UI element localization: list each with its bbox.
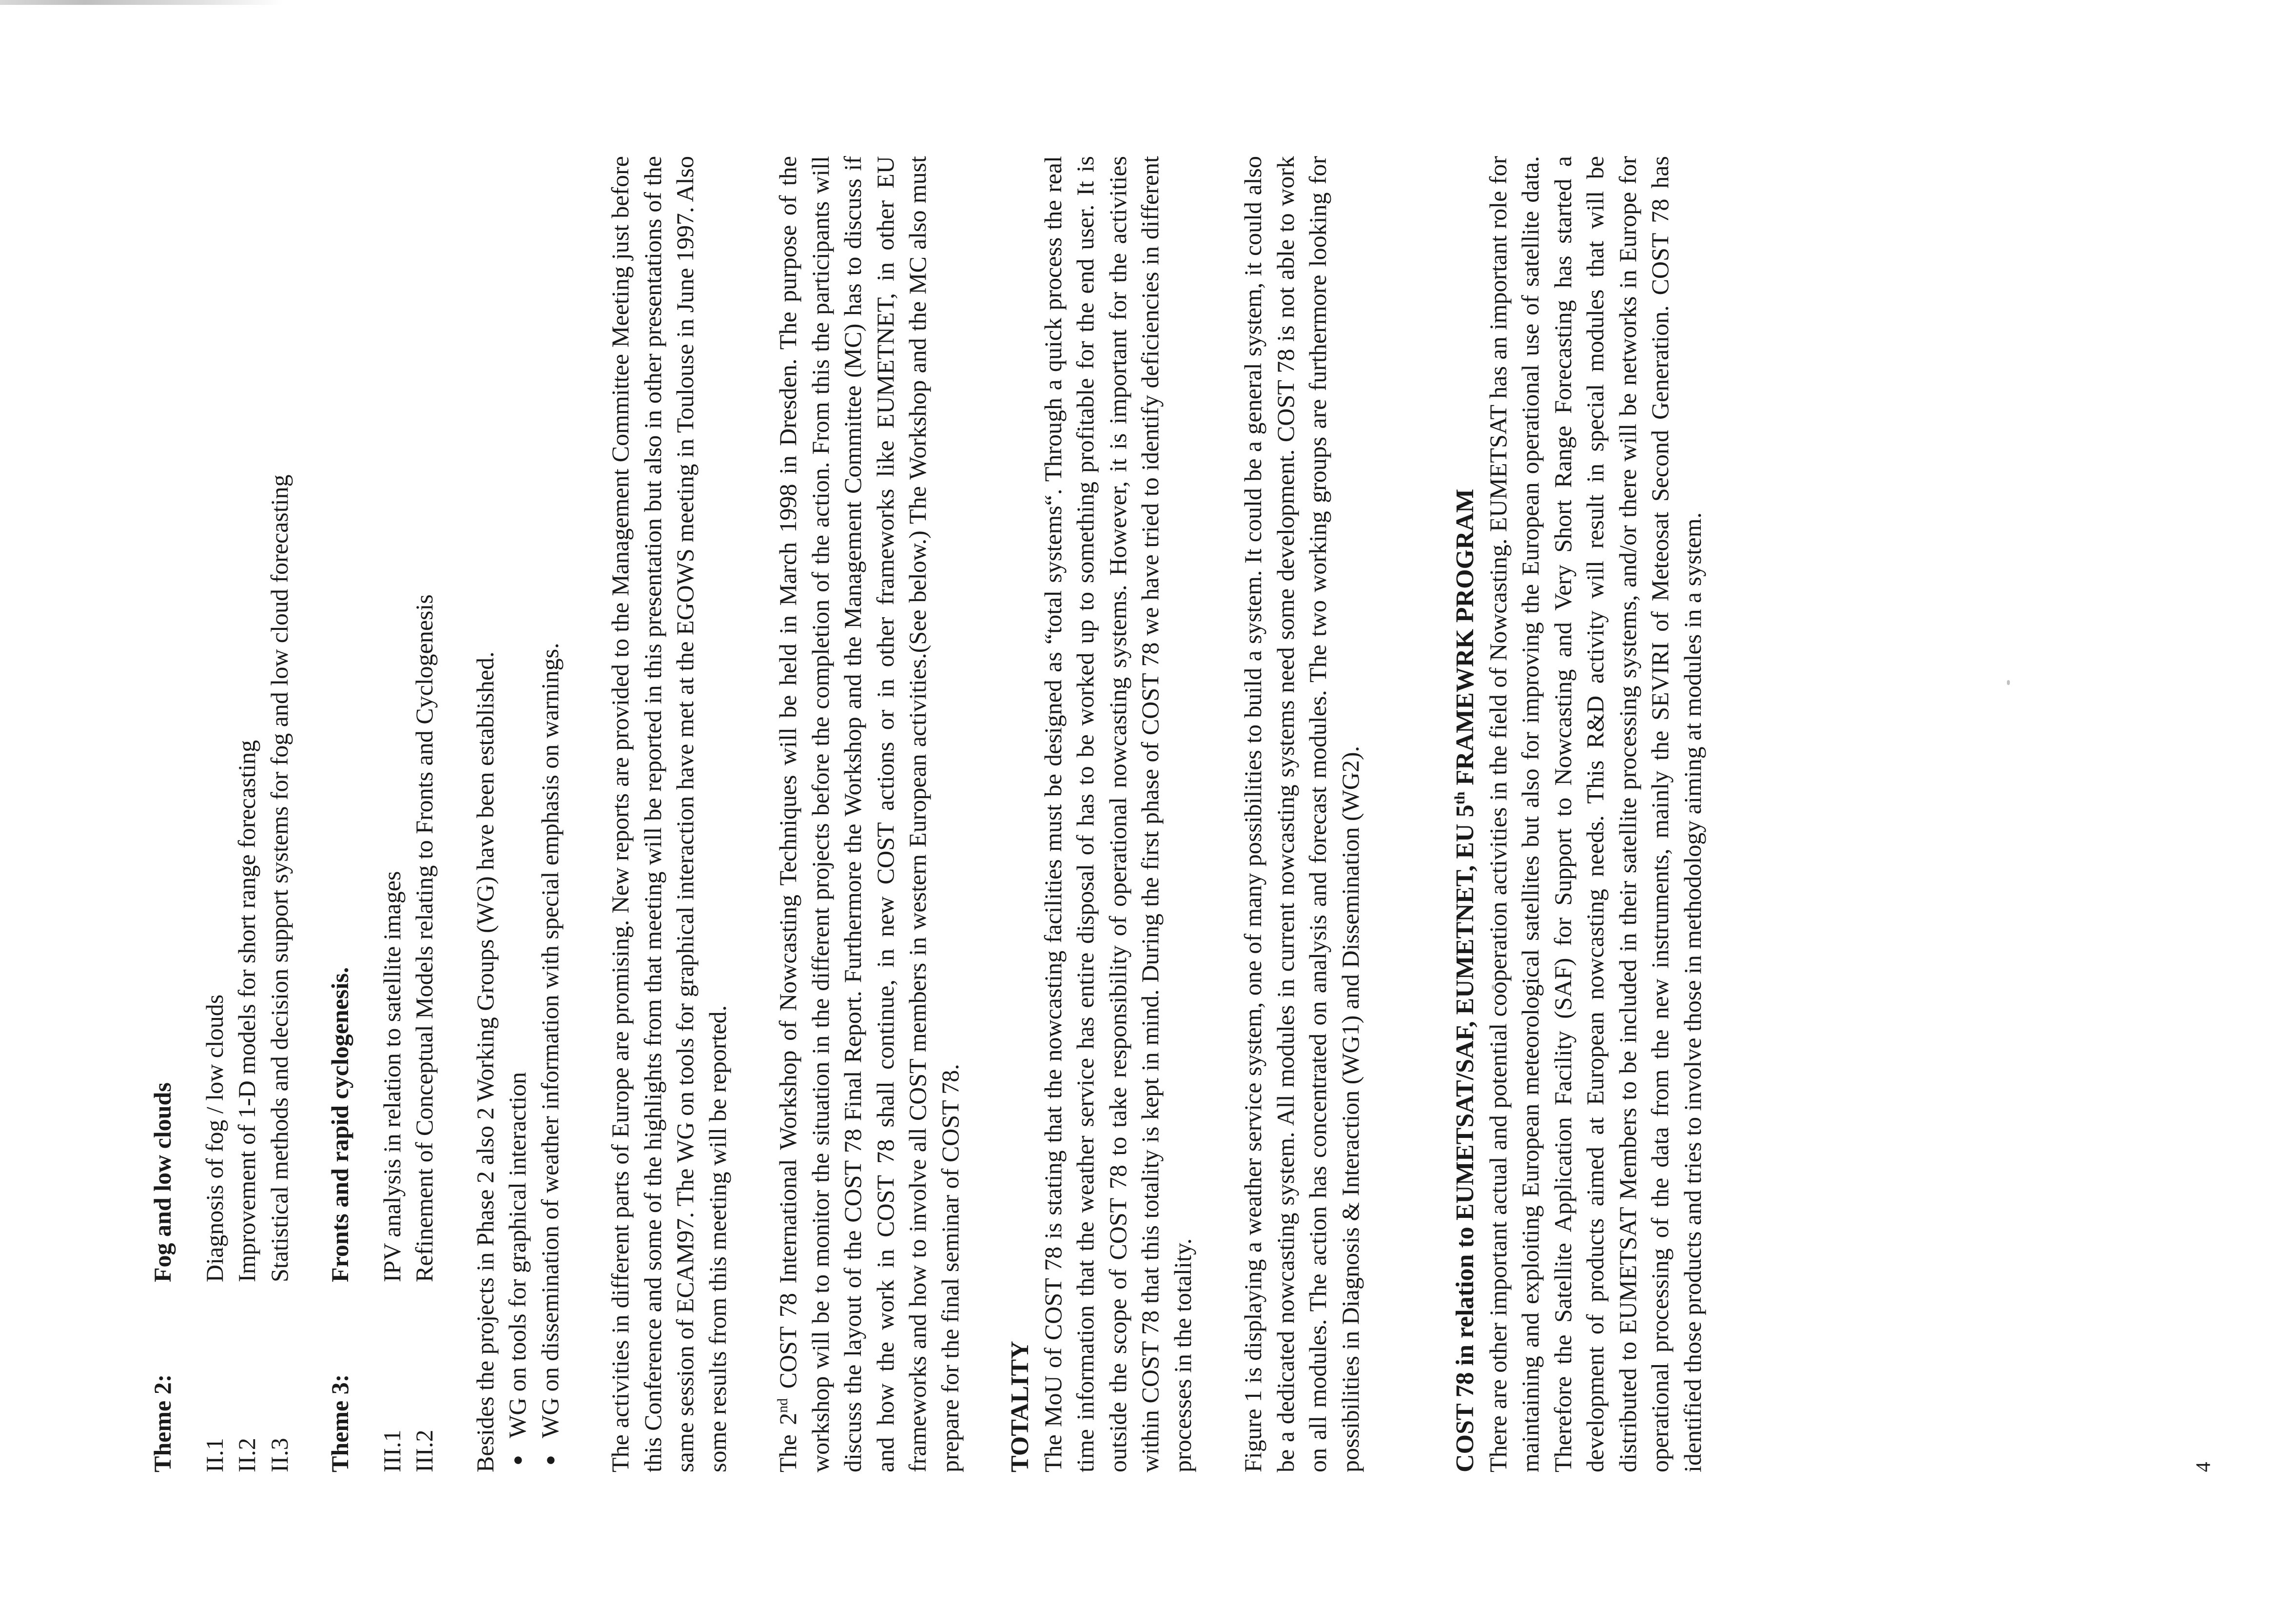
item-text: Diagnosis of fog / low clouds (200, 994, 228, 1282)
totality-paragraph-1: The MoU of COST 78 is stating that the nowcasting facilities must be designed as “total systems“. Through a quick process the real time information that the weather service has entire disposal of has to be worked up to something profitable for the end user. It is outside the scope of COST 78 to take responsibility of operational nowcasting systems. However, it is important for the activities within COST 78 that this totality is kept in mind. During the first phase of COST 78 we have tried to identify deficiencies in different processes in the totality. (1039, 156, 1196, 1472)
working-groups-list (501, 156, 566, 1472)
theme-2-block (146, 156, 295, 1472)
theme-3-block (324, 156, 441, 1472)
heading-text-start: COST 78 in relation to EUMETSAT/SAF, EUMETNET, EU 5 (1451, 804, 1479, 1472)
item-code: II.2 (233, 1438, 260, 1472)
working-groups-intro: Besides the projects in Phase 2 also 2 Working Groups (WG) have been established. (471, 651, 499, 1472)
list-item: ● WG on tools for graphical interaction (501, 156, 534, 1472)
item-code: II.1 (200, 1438, 228, 1472)
theme-item (376, 156, 409, 1472)
ordinal-suffix: th (1452, 791, 1468, 805)
theme-3-header (324, 156, 356, 1472)
activities-paragraph: The activities in different parts of Europe are promising. New reports are provided to the Management Committee Meeting just before this Conference and some of the highlights from that meeting will be reported in this presentation but also in other presentations of the same session of ECAM97. The WG on tools for graphical interaction have met at the EGOWS meeting in Toulouse in June 1997. Also some results from this meeting will be reported. (606, 156, 731, 1472)
theme-item (231, 156, 263, 1472)
theme-3-title: Fronts and rapid cyclogenesis. (326, 967, 353, 1282)
theme-2-title: Fog and low clouds (149, 1082, 176, 1282)
page-number: 4 (2192, 1462, 2215, 1472)
item-text: IPV analysis in relation to satellite images (378, 871, 406, 1282)
workshop-paragraph (772, 156, 966, 1472)
item-code: III.1 (378, 1429, 406, 1472)
eumetsat-heading (1449, 156, 1482, 1472)
workshop-text-rest: COST 78 International Workshop of Nowcasting Techniques will be held in March 1998 in Dresden. The purpose of the workshop will be to monitor the situation in the different projects before the completion of the action. From this the participants will discuss the layout of the COST 78 Final Report. Furthermore the Workshop and the Management Committee (MC) has to discuss if and how the work in COST 78 shall continue, in new COST actions or in other frameworks like EUMETNET, in other EU frameworks and how to involve all COST members in western European activities.(See below.) The Workshop and the MC also must prepare for the final seminar of COST 78. (774, 156, 964, 1472)
item-text: Improvement of 1-D models for short range forecasting (233, 740, 260, 1282)
workshop-text-start: The 2 (774, 1412, 801, 1472)
eumetsat-paragraph: There are other important actual and potential cooperation activities in the field of Nowcasting. EUMETSAT has an important role for maintaining and exploiting European meteorological satellites but also for improving the European operational use of satellite data. Therefore the Satellite Application Facility (SAF) for Support to Nowcasting and Very Short Range Forecasting has started a development of products aimed at European nowcasting needs. This R&D activity will result in special modules that will be distributed to EUMETSAT Members to be included in their satellite processing systems, and/or there will be networks in Europe for operational processing of the data from the new instruments, mainly the SEVIRI of Meteosat Second Generation. COST 78 has identified those products and tries to involve those in methodology aiming at modules in a system. (1484, 156, 1706, 1472)
section-spacer (1404, 156, 1449, 1472)
totality-paragraph-2: Figure 1 is displaying a weather service system, one of many possibilities to build a system. It could be a general system, it could also be a dedicated nowcasting system. All modules in current nowcasting systems need some development. COST 78 is not able to work on all modules. The action has concentrated on analysis and forecast modules. The two working groups are furthermore looking for possibilities in Diagnosis & Interaction (WG1) and Dissemination (WG2). (1239, 156, 1364, 1472)
item-code: III.2 (410, 1429, 438, 1472)
document-body (146, 156, 1747, 1472)
item-text: Refinement of Conceptual Models relating to Fronts and Cyclogenesis (410, 594, 438, 1282)
theme-2-label: Theme 2: (149, 1374, 176, 1472)
item-code: II.3 (265, 1438, 293, 1472)
theme-item (263, 156, 296, 1472)
list-item: ● WG on dissemination of weather information with special emphasis on warnings. (534, 156, 566, 1472)
item-text: Statistical methods and decision support systems for fog and low cloud forecasting (265, 474, 293, 1282)
theme-item (198, 156, 231, 1472)
theme-3-label: Theme 3: (326, 1374, 353, 1472)
totality-heading: TOTALITY (1006, 1341, 1034, 1472)
ordinal-suffix: nd (775, 1398, 791, 1413)
heading-text-rest: FRAMEWRK PROGRAM (1451, 489, 1479, 792)
theme-2-header (146, 156, 179, 1472)
theme-item (408, 156, 441, 1472)
